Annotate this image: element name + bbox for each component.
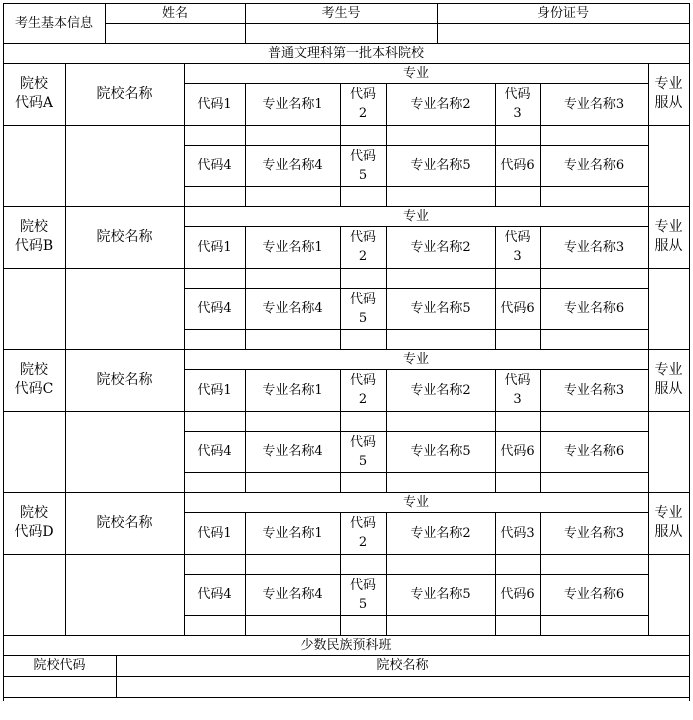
major-code-input[interactable]	[341, 616, 386, 635]
major-name-label: 专业名称1	[262, 239, 323, 255]
major-code-input[interactable]	[185, 269, 245, 288]
major-name-label: 专业名称5	[410, 587, 471, 602]
major-name-label: 专业名称3	[563, 382, 625, 398]
school-code-input[interactable]	[4, 126, 65, 206]
major-name-label: 专业名称3	[563, 239, 625, 255]
major-code-label: 代码6	[500, 301, 535, 316]
major-code-input[interactable]	[341, 473, 386, 492]
major-code-label: 代码4	[197, 301, 232, 316]
major-name-input[interactable]	[541, 126, 648, 145]
major-name-input[interactable]	[541, 187, 648, 206]
major-name-label: 专业名称2	[410, 525, 471, 541]
major-name-label: 专业名称2	[410, 382, 471, 398]
school-code-label: 院校 代码D	[14, 505, 54, 540]
major-code-label: 代码 3	[504, 230, 531, 264]
major-code-label: 代码4	[197, 444, 232, 459]
minority-prep-title: 少数民族预科班	[300, 637, 392, 653]
major-code-input[interactable]	[185, 187, 245, 206]
major-name-label: 专业名称4	[262, 158, 323, 173]
major-name-label: 专业名称6	[563, 158, 625, 173]
major-name-input[interactable]	[387, 187, 495, 206]
school-name-label: 院校名称	[96, 514, 153, 531]
major-name-label: 专业名称5	[410, 158, 471, 173]
major-name-label: 专业名称1	[262, 525, 323, 541]
major-name-input[interactable]	[387, 330, 495, 349]
major-code-label: 代码1	[197, 382, 232, 398]
major-name-label: 专业名称3	[563, 96, 625, 112]
major-code-input[interactable]	[341, 126, 386, 145]
major-code-label: 代码 2	[349, 87, 376, 121]
school-code-label: 院校 代码A	[14, 76, 54, 111]
major-name-label: 专业名称4	[262, 444, 323, 459]
major-code-label: 代码1	[197, 96, 232, 112]
major-code-input[interactable]	[341, 330, 386, 349]
major-name-input[interactable]	[541, 473, 648, 492]
major-obey-label: 专业 服从	[654, 505, 683, 540]
major-header: 专业	[402, 65, 429, 81]
major-code-label: 代码4	[197, 158, 232, 173]
major-obey-input[interactable]	[649, 555, 689, 635]
school-name-label: 院校名称	[96, 228, 153, 245]
major-code-label: 代码 5	[349, 434, 376, 469]
major-header: 专业	[402, 494, 429, 510]
major-code-input[interactable]	[496, 330, 540, 349]
major-header: 专业	[402, 351, 429, 367]
name-label: 姓名	[161, 5, 188, 21]
school-name-input[interactable]	[66, 126, 184, 206]
major-name-label: 专业名称6	[563, 444, 625, 459]
major-obey-label: 专业 服从	[654, 362, 683, 397]
major-code-input[interactable]	[341, 187, 386, 206]
major-code-input[interactable]	[185, 616, 245, 635]
major-name-label: 专业名称2	[410, 239, 471, 255]
major-name-label: 专业名称6	[563, 301, 625, 316]
major-name-input[interactable]	[246, 412, 340, 431]
grid-line	[3, 697, 690, 698]
major-name-label: 专业名称6	[563, 587, 625, 602]
major-name-input[interactable]	[246, 473, 340, 492]
major-code-input[interactable]	[496, 473, 540, 492]
school-code-label: 院校 代码C	[14, 362, 54, 397]
major-code-label: 代码6	[500, 444, 535, 459]
major-name-label: 专业名称3	[563, 525, 625, 541]
school-name-label: 院校名称	[96, 371, 153, 388]
major-name-input[interactable]	[541, 330, 648, 349]
major-code-input[interactable]	[496, 187, 540, 206]
major-name-label: 专业名称2	[410, 96, 471, 112]
major-code-input[interactable]	[496, 126, 540, 145]
batch-title: 普通文理科第一批本科院校	[267, 45, 424, 61]
major-name-input[interactable]	[541, 412, 648, 431]
major-name-input[interactable]	[387, 473, 495, 492]
major-code-input[interactable]	[341, 412, 386, 431]
major-code-label: 代码 3	[504, 373, 531, 407]
major-code-input[interactable]	[185, 412, 245, 431]
major-code-label: 代码 2	[349, 516, 376, 550]
major-name-input[interactable]	[387, 616, 495, 635]
name-input[interactable]	[106, 24, 245, 43]
school-code-input[interactable]	[4, 555, 65, 635]
minority-code-input[interactable]	[4, 677, 116, 697]
school-code-input[interactable]	[4, 412, 65, 492]
school-name-label: 院校名称	[96, 85, 153, 102]
id-number-label: 身份证号	[536, 5, 589, 21]
major-name-label: 专业名称4	[262, 301, 323, 316]
school-name-input[interactable]	[66, 412, 184, 492]
minority-name-input[interactable]	[117, 677, 689, 697]
major-code-input[interactable]	[496, 269, 540, 288]
major-name-label: 专业名称4	[262, 587, 323, 602]
major-name-label: 专业名称1	[262, 96, 323, 112]
major-code-label: 代码6	[500, 158, 535, 173]
major-code-input[interactable]	[341, 555, 386, 574]
major-name-input[interactable]	[541, 555, 648, 574]
school-code-label: 院校 代码B	[14, 219, 54, 254]
major-name-input[interactable]	[541, 616, 648, 635]
major-code-input[interactable]	[496, 616, 540, 635]
major-code-input[interactable]	[185, 473, 245, 492]
major-name-input[interactable]	[246, 330, 340, 349]
major-code-label: 代码6	[500, 587, 535, 602]
major-code-label: 代码1	[197, 525, 232, 541]
major-name-input[interactable]	[387, 126, 495, 145]
major-code-label: 代码 5	[349, 148, 376, 183]
major-name-input[interactable]	[387, 555, 495, 574]
student-info-label: 考生基本信息	[14, 15, 93, 31]
major-header: 专业	[402, 208, 429, 224]
major-name-input[interactable]	[246, 187, 340, 206]
major-name-input[interactable]	[246, 269, 340, 288]
major-code-label: 代码 5	[349, 291, 376, 326]
major-code-label: 代码 3	[504, 87, 531, 121]
major-obey-label: 专业 服从	[654, 76, 683, 111]
major-obey-input[interactable]	[649, 269, 689, 349]
major-name-input[interactable]	[541, 269, 648, 288]
major-name-input[interactable]	[246, 616, 340, 635]
major-name-input[interactable]	[246, 126, 340, 145]
major-name-input[interactable]	[387, 269, 495, 288]
major-code-label: 代码 2	[349, 373, 376, 407]
id-number-input[interactable]	[438, 24, 689, 43]
major-code-input[interactable]	[496, 412, 540, 431]
major-code-label: 代码 5	[349, 577, 376, 612]
major-code-label: 代码4	[197, 587, 232, 602]
major-name-label: 专业名称5	[410, 301, 471, 316]
major-name-label: 专业名称1	[262, 382, 323, 398]
grid-line	[689, 3, 690, 701]
major-code-label: 代码1	[197, 239, 232, 255]
major-obey-input[interactable]	[649, 412, 689, 492]
school-name-input[interactable]	[66, 269, 184, 349]
exam-number-input[interactable]	[246, 24, 437, 43]
major-code-input[interactable]	[496, 555, 540, 574]
minority-name-label: 院校名称	[376, 658, 429, 673]
exam-number-label: 考生号	[321, 5, 361, 21]
major-code-label: 代码 2	[349, 230, 376, 264]
major-obey-input[interactable]	[649, 126, 689, 206]
school-code-input[interactable]	[4, 269, 65, 349]
major-obey-label: 专业 服从	[654, 219, 683, 254]
major-code-input[interactable]	[185, 126, 245, 145]
school-name-input[interactable]	[66, 555, 184, 635]
major-code-input[interactable]	[185, 555, 245, 574]
major-name-label: 专业名称5	[410, 444, 471, 459]
major-code-input[interactable]	[341, 269, 386, 288]
major-name-input[interactable]	[387, 412, 495, 431]
major-code-label: 代码3	[500, 525, 535, 541]
major-name-input[interactable]	[246, 555, 340, 574]
minority-code-label: 院校代码	[33, 658, 86, 673]
major-code-input[interactable]	[185, 330, 245, 349]
